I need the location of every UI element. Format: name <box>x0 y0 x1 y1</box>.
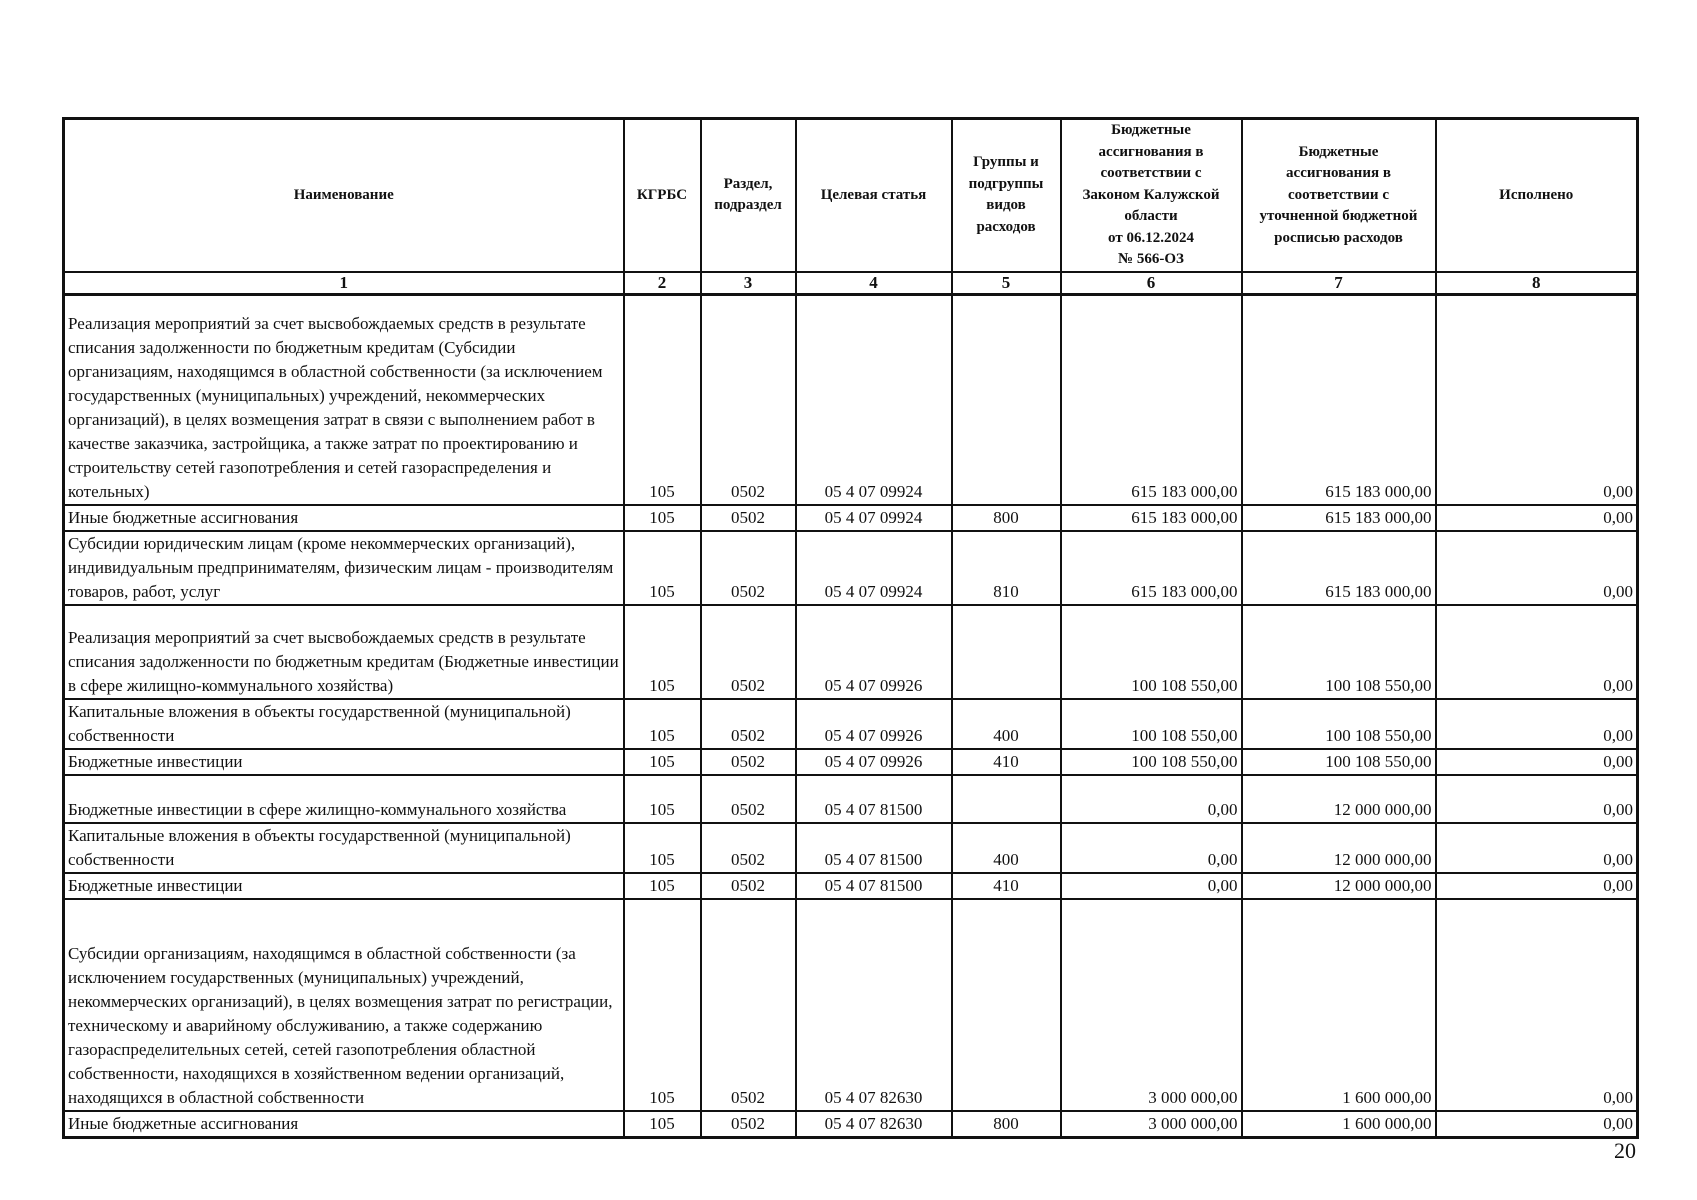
column-header-line: соответствии с <box>1100 165 1202 181</box>
row-executed-cell: 0,00 <box>1436 823 1638 873</box>
row-executed-cell: 0,00 <box>1436 505 1638 531</box>
column-header-line: области <box>1124 208 1178 224</box>
row-law-allocation-cell: 0,00 <box>1061 775 1242 823</box>
row-target-article-cell: 05 4 07 09926 <box>796 699 952 749</box>
row-name-cell: Капитальные вложения в объекты государственной (муниципальной) собственности <box>64 699 624 749</box>
row-target-article-cell: 05 4 07 81500 <box>796 823 952 873</box>
row-expense-group-cell: 400 <box>952 699 1061 749</box>
row-expense-group-cell <box>952 899 1061 1111</box>
row-law-allocation-cell: 0,00 <box>1061 873 1242 899</box>
row-target-article-cell: 05 4 07 09924 <box>796 294 952 505</box>
column-header-line: расходов <box>976 218 1036 235</box>
row-law-allocation-cell: 100 108 550,00 <box>1061 749 1242 775</box>
row-executed-cell: 0,00 <box>1436 749 1638 775</box>
row-kgrbs-cell: 105 <box>624 605 701 699</box>
table-row <box>64 873 1638 899</box>
column-header-5 <box>952 119 1061 272</box>
column-header-line: соответствии с <box>1288 186 1389 203</box>
row-expense-group-cell <box>952 294 1061 505</box>
row-refined-allocation-cell: 100 108 550,00 <box>1242 699 1436 749</box>
row-target-article-cell: 05 4 07 81500 <box>796 775 952 823</box>
table-row <box>64 505 1638 531</box>
column-number-7: 7 <box>1242 272 1436 295</box>
row-law-allocation-cell: 615 183 000,00 <box>1061 294 1242 505</box>
row-refined-allocation-cell: 100 108 550,00 <box>1242 749 1436 775</box>
row-kgrbs-cell: 105 <box>624 699 701 749</box>
column-header-line: подраздел <box>714 197 782 214</box>
row-target-article-cell: 05 4 07 82630 <box>796 1111 952 1138</box>
table-row <box>64 823 1638 873</box>
column-header-line: росписью расходов <box>1274 229 1403 246</box>
column-header-line: Наименование <box>293 186 394 203</box>
table-row <box>64 699 1638 749</box>
row-refined-allocation-cell: 615 183 000,00 <box>1242 505 1436 531</box>
row-name-cell: Иные бюджетные ассигнования <box>64 505 624 531</box>
row-refined-allocation-cell: 100 108 550,00 <box>1242 605 1436 699</box>
column-header-line: Бюджетные <box>1111 122 1191 138</box>
column-number-6: 6 <box>1061 272 1242 295</box>
row-expense-group-cell: 800 <box>952 505 1061 531</box>
column-header-line: Раздел, <box>723 175 773 192</box>
row-section-cell: 0502 <box>701 823 796 873</box>
column-header-line: Исполнено <box>1499 186 1574 203</box>
row-kgrbs-cell: 105 <box>624 505 701 531</box>
row-target-article-cell: 05 4 07 09926 <box>796 605 952 699</box>
row-target-article-cell: 05 4 07 09924 <box>796 531 952 605</box>
row-section-cell: 0502 <box>701 505 796 531</box>
page-number: 20 <box>1614 1138 1636 1163</box>
row-executed-cell: 0,00 <box>1436 899 1638 1111</box>
row-target-article-cell: 05 4 07 82630 <box>796 899 952 1111</box>
row-law-allocation-cell: 615 183 000,00 <box>1061 505 1242 531</box>
row-name-cell: Бюджетные инвестиции в сфере жилищно-коммунального хозяйства <box>64 775 624 823</box>
row-name-cell: Субсидии организациям, находящимся в областной собственности (за исключением государственных (муниципальных) учреждений, некоммерческих организаций), в целях возмещения затрат по регистрации, техническому и аварийному обслуживанию, а также содержанию газораспределительных сетей, сетей газопотребления областной собственности, находящихся в хозяйственном ведении организаций, находящихся в областной собственности <box>64 899 624 1111</box>
row-law-allocation-cell: 0,00 <box>1061 823 1242 873</box>
row-refined-allocation-cell: 615 183 000,00 <box>1242 531 1436 605</box>
column-header-line: уточненной бюджетной <box>1259 208 1418 224</box>
row-name-cell: Реализация мероприятий за счет высвобождаемых средств в результате списания задолженности по бюджетным кредитам (Бюджетные инвестиции в сфере жилищно-коммунального хозяйства) <box>64 605 624 699</box>
row-kgrbs-cell: 105 <box>624 294 701 505</box>
table-row <box>64 605 1638 699</box>
row-law-allocation-cell: 100 108 550,00 <box>1061 699 1242 749</box>
table-row <box>64 775 1638 823</box>
row-expense-group-cell: 810 <box>952 531 1061 605</box>
row-executed-cell: 0,00 <box>1436 699 1638 749</box>
row-executed-cell: 0,00 <box>1436 294 1638 505</box>
column-header-line: Целевая статья <box>820 186 927 203</box>
column-number-4: 4 <box>796 272 952 295</box>
column-header-line: подгруппы <box>968 175 1044 192</box>
row-kgrbs-cell: 105 <box>624 531 701 605</box>
row-name-cell: Реализация мероприятий за счет высвобождаемых средств в результате списания задолженности по бюджетным кредитам (Субсидии организациям, находящимся в областной собственности (за исключением государственных (муниципальных) учреждений, некоммерческих организаций), в целях возмещения затрат в связи с выполнением работ в качестве заказчика, застройщика, а также затрат по проектированию и строительству сетей газопотребления и сетей газораспределения и котельных) <box>64 294 624 505</box>
row-expense-group-cell: 400 <box>952 823 1061 873</box>
row-section-cell: 0502 <box>701 531 796 605</box>
row-kgrbs-cell: 105 <box>624 899 701 1111</box>
row-refined-allocation-cell: 12 000 000,00 <box>1242 873 1436 899</box>
row-section-cell: 0502 <box>701 775 796 823</box>
column-header-3 <box>701 119 796 272</box>
row-law-allocation-cell: 3 000 000,00 <box>1061 899 1242 1111</box>
header-row <box>64 119 1638 272</box>
row-name-cell: Бюджетные инвестиции <box>64 749 624 775</box>
column-header-line: Группы и <box>973 154 1039 171</box>
column-header-2 <box>624 119 701 272</box>
row-expense-group-cell: 410 <box>952 873 1061 899</box>
budget-table <box>62 117 1639 1139</box>
row-section-cell: 0502 <box>701 749 796 775</box>
row-expense-group-cell: 800 <box>952 1111 1061 1138</box>
column-header-line: Бюджетные <box>1298 143 1379 160</box>
row-kgrbs-cell: 105 <box>624 823 701 873</box>
column-number-1: 1 <box>64 272 624 295</box>
row-name-cell: Капитальные вложения в объекты государственной (муниципальной) собственности <box>64 823 624 873</box>
row-target-article-cell: 05 4 07 81500 <box>796 873 952 899</box>
column-header-line: видов <box>986 197 1026 214</box>
row-executed-cell: 0,00 <box>1436 873 1638 899</box>
column-number-2: 2 <box>624 272 701 295</box>
column-header-line: ассигнования в <box>1098 143 1204 160</box>
row-executed-cell: 0,00 <box>1436 1111 1638 1138</box>
column-number-5: 5 <box>952 272 1061 295</box>
table-row <box>64 749 1638 775</box>
table-row <box>64 294 1638 505</box>
row-executed-cell: 0,00 <box>1436 775 1638 823</box>
row-executed-cell: 0,00 <box>1436 605 1638 699</box>
row-name-cell: Иные бюджетные ассигнования <box>64 1111 624 1138</box>
row-law-allocation-cell: 615 183 000,00 <box>1061 531 1242 605</box>
row-section-cell: 0502 <box>701 873 796 899</box>
column-number-3: 3 <box>701 272 796 295</box>
row-section-cell: 0502 <box>701 699 796 749</box>
row-section-cell: 0502 <box>701 294 796 505</box>
row-section-cell: 0502 <box>701 899 796 1111</box>
column-header-8 <box>1436 119 1638 272</box>
row-expense-group-cell <box>952 605 1061 699</box>
column-number-row <box>64 272 1638 295</box>
row-refined-allocation-cell: 12 000 000,00 <box>1242 823 1436 873</box>
table-row <box>64 899 1638 1111</box>
table-row <box>64 1111 1638 1138</box>
column-header-4 <box>796 119 952 272</box>
row-law-allocation-cell: 3 000 000,00 <box>1061 1111 1242 1138</box>
row-expense-group-cell: 410 <box>952 749 1061 775</box>
column-header-line: ассигнования в <box>1286 165 1391 181</box>
row-target-article-cell: 05 4 07 09924 <box>796 505 952 531</box>
column-header-line: КГРБС <box>636 186 688 203</box>
row-refined-allocation-cell: 615 183 000,00 <box>1242 294 1436 505</box>
column-header-1 <box>64 119 624 272</box>
row-kgrbs-cell: 105 <box>624 1111 701 1138</box>
row-law-allocation-cell: 100 108 550,00 <box>1061 605 1242 699</box>
row-executed-cell: 0,00 <box>1436 531 1638 605</box>
row-target-article-cell: 05 4 07 09926 <box>796 749 952 775</box>
table-row <box>64 531 1638 605</box>
row-kgrbs-cell: 105 <box>624 749 701 775</box>
row-expense-group-cell <box>952 775 1061 823</box>
row-kgrbs-cell: 105 <box>624 775 701 823</box>
row-refined-allocation-cell: 1 600 000,00 <box>1242 899 1436 1111</box>
column-number-8: 8 <box>1436 272 1638 295</box>
column-header-line: № 566-ОЗ <box>1118 251 1184 267</box>
row-section-cell: 0502 <box>701 1111 796 1138</box>
column-header-line: Законом Калужской <box>1082 186 1220 203</box>
column-header-6 <box>1061 119 1242 272</box>
row-refined-allocation-cell: 12 000 000,00 <box>1242 775 1436 823</box>
row-name-cell: Бюджетные инвестиции <box>64 873 624 899</box>
column-header-7 <box>1242 119 1436 272</box>
row-section-cell: 0502 <box>701 605 796 699</box>
column-header-line: от 06.12.2024 <box>1108 229 1194 246</box>
row-kgrbs-cell: 105 <box>624 873 701 899</box>
row-refined-allocation-cell: 1 600 000,00 <box>1242 1111 1436 1138</box>
row-name-cell: Субсидии юридическим лицам (кроме некоммерческих организаций), индивидуальным предпринимателям, физическим лицам - производителям товаров, работ, услуг <box>64 531 624 605</box>
